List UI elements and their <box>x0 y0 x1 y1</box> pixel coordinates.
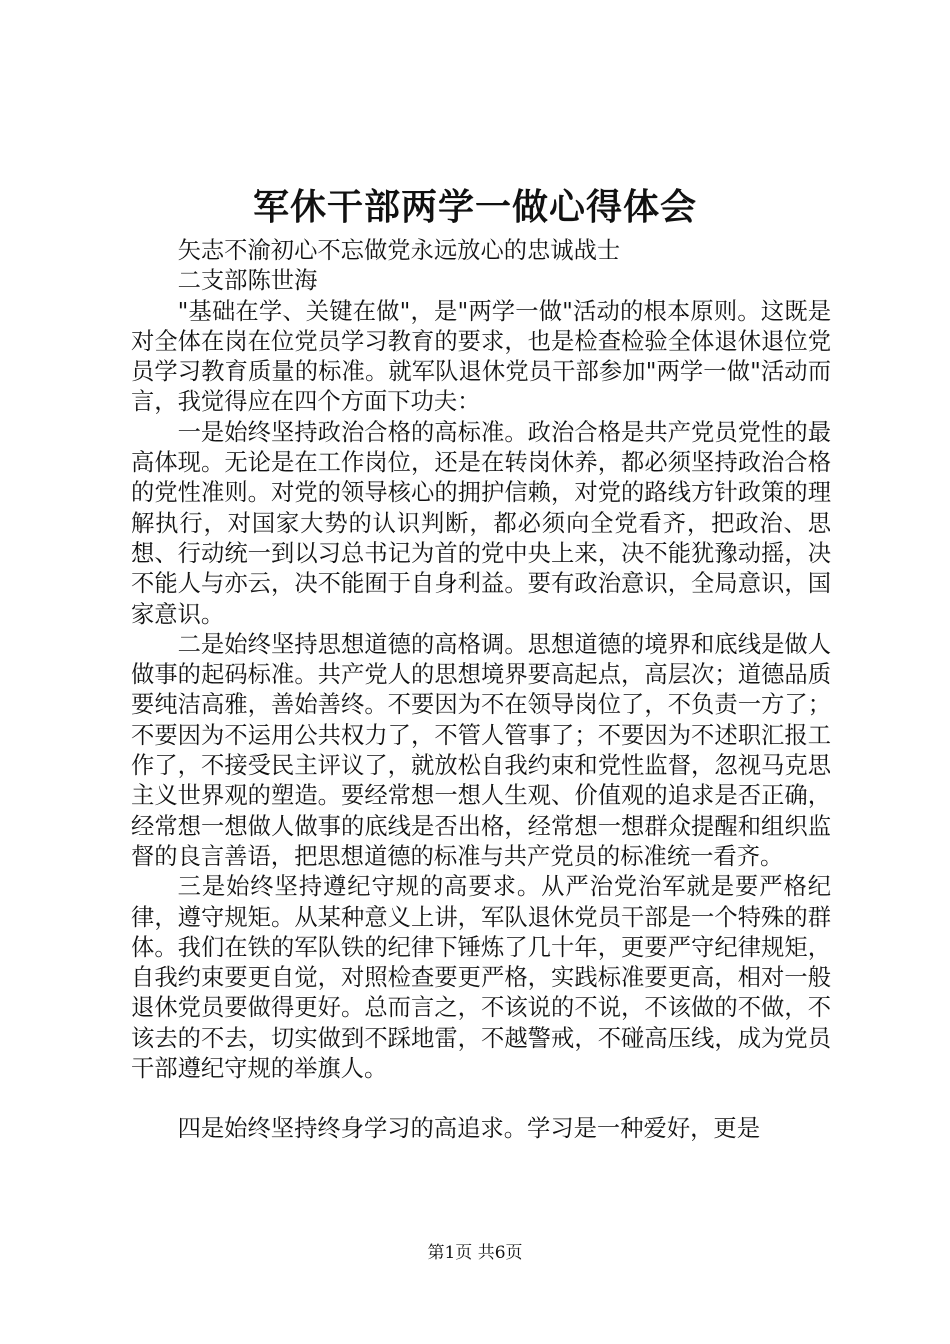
paragraph-intro: "基础在学、关键在做"，是"两学一做"活动的根本原则。这既是对全体在岗在位党员学习教育的要求，也是检查检验全体退休退位党员学习教育质量的标准。就军队退休党员干部参加"两学一做"活动而言，我觉得应在四个方面下功夫： <box>131 297 831 416</box>
author-line: 二支部陈世海 <box>177 267 318 295</box>
page-number-footer: 第1页 共6页 <box>427 1243 523 1263</box>
paragraph-2: 二是始终坚持思想道德的高格调。思想道德的境界和底线是做人做事的起码标准。共产党人的思想境界要高起点，高层次；道德品质要纯洁高雅，善始善终。不要因为不在领导岗位了，不负责一方了；不要因为不运用公共权力了，不管人管事了；不要因为不述职汇报工作了，不接受民主评议了，就放松自我约束和党性监督，忽视马克思主义世界观的塑造。要经常想一想人生观、价值观的追求是否正确，经常想一想做人做事的底线是否出格，经常想一想群众提醒和组织监督的良言善语，把思想道德的标准与共产党员的标准统一看齐。 <box>131 630 831 870</box>
paragraph-4: 四是始终坚持终身学习的高追求。学习是一种爱好，更是 <box>177 1115 761 1143</box>
page-title: 军休干部两学一做心得体会 <box>252 187 697 228</box>
document-body <box>131 236 831 1145</box>
paragraph-1: 一是始终坚持政治合格的高标准。政治合格是共产党员党性的最高体现。无论是在工作岗位，还是在转岗休养，都必须坚持政治合格的党性准则。对党的领导核心的拥护信赖，对党的路线方针政策的理解执行，对国家大势的认识判断，都必须向全党看齐，把政治、思想、行动统一到以习总书记为首的党中央上来，决不能犹豫动摇，决不能人与亦云，决不能囿于自身利益。要有政治意识，全局意识，国家意识。 <box>131 418 831 628</box>
subtitle: 矢志不渝初心不忘做党永远放心的忠诚战士 <box>177 237 621 264</box>
paragraph-3: 三是始终坚持遵纪守规的高要求。从严治党治军就是要严格纪律，遵守规矩。从某种意义上讲，军队退休党员干部是一个特殊的群体。我们在铁的军队铁的纪律下锤炼了几十年，更要严守纪律规矩，自我约束要更自觉，对照检查要更严格，实践标准要更高，相对一般退休党员要做得更好。总而言之，不该说的不说，不该做的不做，不该去的不去，切实做到不踩地雷，不越警戒，不碰高压线，成为党员干部遵纪守规的举旗人。 <box>131 873 831 1083</box>
